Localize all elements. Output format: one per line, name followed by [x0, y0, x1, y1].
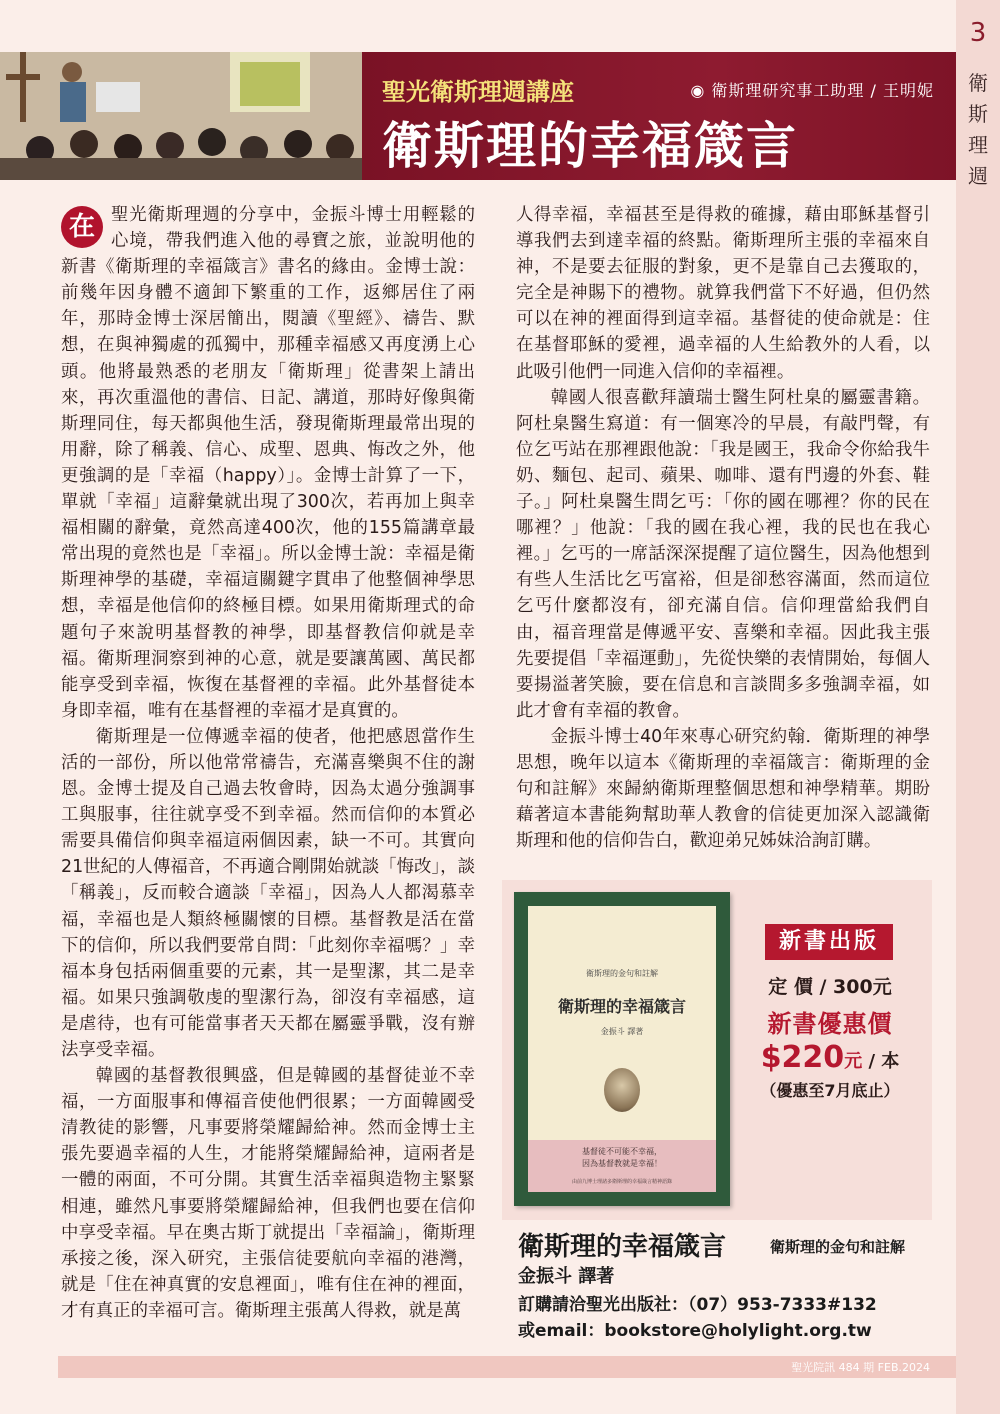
- author-line: ◉ 衛斯理研究事工助理 / 王明妮: [690, 81, 934, 100]
- wesley-portrait: [604, 1068, 640, 1112]
- new-book-badge: 新書出版: [765, 924, 893, 960]
- book-cover-note: 由前九博士理諸多衛斯理的幸福箴言精神語錄: [571, 1179, 672, 1185]
- title-banner: [362, 52, 956, 180]
- footer-bar: [58, 1356, 956, 1378]
- section-label-char: 理: [968, 133, 988, 157]
- drop-cap: 在: [61, 206, 103, 248]
- article-column-right: [516, 202, 930, 854]
- issue-info: 聖光院訊 484 期 FEB.2024: [791, 1361, 930, 1374]
- promo-label: 新書優惠價: [767, 1010, 893, 1038]
- lecture-photo-illustration: [0, 52, 362, 180]
- ad-book-author: 金振斗 譯著: [518, 1266, 615, 1287]
- page-number: 3: [969, 18, 987, 48]
- ad-book-title: 衛斯理的幸福箴言: [518, 1232, 727, 1262]
- article-paragraph: 韓國人很喜歡拜讀瑞士醫生阿杜臬的屬靈書籍。阿杜臬醫生寫道：有一個寒冷的早晨，有敲門聲，有位乞丐站在那裡跟他說：「我是國王，我命令你給我牛奶、麵包、起司、蘋果、咖啡、還有門邊的外套、鞋子。」阿杜臬醫生問乞丐：「你的國在哪裡？你的民在哪裡？」他說：「我的國在我心裡，我的民也在我心裡。」乞丐的一席話深深提醒了這位醫生，因為他想到有些人生活比乞丐富裕，但是卻愁容滿面，然而這位乞丐什麼都沒有，卻充滿自信。信仰理當給我們自由，福音理當是傳遞平安、喜樂和幸福。因此我主張先要提倡「幸福運動」，先從快樂的表情開始，每個人要揚溢著笑臉，要在信息和言談間多多強調幸福，如此才會有幸福的教會。: [516, 387, 930, 721]
- article-paragraph: 金振斗博士40年來專心研究約翰．衛斯理的神學思想，晚年以這本《衛斯理的幸福箴言：衛斯理的金句和註解》來歸納衛斯理整個思想和神學精華。期盼藉著這本書能夠幫助華人教會的信徒更加深入認識衛斯理和他的信仰告白，歡迎弟兄姊妹洽詢訂購。: [516, 726, 930, 852]
- book-cover-tagline: 基督徒不可能不幸福， 因為基督教就是幸福！: [582, 1147, 662, 1168]
- article-paragraph: 韓國的基督教很興盛，但是韓國的基督徒並不幸福，一方面服事和傳福音使他們很累；一方面韓國受清教徒的影響，凡事要將榮耀歸給神。然而金博士主張先要過幸福的人生，才能將榮耀歸給神，這兩者是一體的兩面，不可分開。其實生活幸福與造物主緊緊相連，雖然凡事要將榮耀歸給神，但我們也要在信仰中享受幸福。早在奧古斯丁就提出「幸福論」，衛斯理承接之後，深入研究，主張信徒要航向幸福的港灣，就是「住在神真實的安息裡面」，唯有住在神的裡面，才有真正的幸福可言。衛斯理主張萬人得救，就是萬: [61, 1066, 475, 1321]
- section-label-char: 斯: [968, 102, 988, 126]
- list-price: 定 價 / 300元: [768, 976, 892, 998]
- article-paragraph: 人得幸福，幸福甚至是得救的確據，藉由耶穌基督引導我們去到達幸福的終點。衛斯理所主張的幸福來自神，不是要去征服的對象，更不是靠自己去獲取的，完全是神賜下的禮物。就算我們當下不好過，但仍然可以在神的裡面得到這幸福。基督徒的使命就是：住在基督耶穌的愛裡，過幸福的人生給教外的人看，以此吸引他們一同進入信仰的幸福裡。: [516, 205, 930, 382]
- side-bar: [956, 0, 1000, 1414]
- lecture-photo: [0, 52, 362, 180]
- section-label: [956, 68, 1000, 192]
- book-cover-title: 衛斯理的幸福箴言: [557, 997, 686, 1016]
- book-cover: [514, 892, 730, 1206]
- ad-book-subtitle: 衛斯理的金句和註解: [770, 1238, 906, 1256]
- order-phone: 訂購請洽聖光出版社：（07）953-7333#132: [518, 1295, 877, 1315]
- article-paragraph: 在 聖光衛斯理週的分享中，金振斗博士用輕鬆的心境，帶我們進入他的尋寶之旅，並說明他的新書《衛斯理的幸福箴言》書名的緣由。金博士說：前幾年因身體不適卸下繁重的工作，返鄉居住了兩年，那時金博士深居簡出，閱讀《聖經》、禱告、默想，在與神獨處的孤獨中，那種幸福感又再度湧上心頭。他將最熟悉的老朋友「衛斯理」從書架上請出來，再次重溫他的書信、日記、講道，那時好像與衛斯理同住，每天都與他生活，發現衛斯理最常出現的用辭，除了稱義、信心、成聖、恩典、悔改之外，他更強調的是「幸福（happy）」。金博士計算了一下，單就「幸福」這辭彙就出現了300次，若再加上與幸福相關的辭彙，竟然高達400次，他的155篇講章最常出現的竟然也是「幸福」。所以金博士說：幸福是衛斯理神學的基礎，幸福這關鍵字貫串了他整個神學思想，幸福是他信仰的終極目標。如果用衛斯理式的命題句子來說明基督教的神學，即基督教信仰就是幸福。衛斯理洞察到神的心意，就是要讓萬國、萬民都能享受到幸福，恢復在基督裡的幸福。此外基督徒本身即幸福，唯有在基督裡的幸福才是真實的。: [61, 205, 475, 721]
- book-cover-author: 金振斗 譯著: [600, 1027, 644, 1036]
- book-cover-subtitle: 衛斯理的金句和註解: [586, 969, 658, 978]
- book-cover-band: [528, 1140, 716, 1192]
- article-column-left: [61, 202, 475, 1324]
- header: [0, 52, 956, 180]
- promo-note: （優惠至7月底止）: [760, 1081, 900, 1100]
- order-email[interactable]: 或email：bookstore@holylight.org.tw: [518, 1321, 872, 1341]
- book-cover-inner: [528, 906, 716, 1192]
- section-label-char: 週: [968, 164, 988, 188]
- article-paragraph: 衛斯理是一位傳遞幸福的使者，他把感恩當作生活的一部份，所以他常常禱告，充滿喜樂與不住的謝恩。金博士提及自己過去牧會時，因為太過分強調事工與服事，往往就享受不到幸福。然而信仰的本質必需要具備信仰與幸福這兩個因素，缺一不可。其實向21世紀的人傳福音，不再適合剛開始就談「悔改」，談「稱義」，反而較合適談「幸福」，因為人人都渴慕幸福，幸福也是人類終極關懷的目標。基督教是活在當下的信仰，所以我們要常自問：「此刻你幸福嗎？」幸福本身包括兩個重要的元素，其一是聖潔，其二是幸福。如果只強調敬虔的聖潔行為，卻沒有幸福感，這是虐待，也有可能當事者天天都在屬靈爭戰，沒有辦法享受幸福。: [61, 726, 475, 1060]
- series-title: 聖光衛斯理週講座: [382, 78, 574, 106]
- article-title: 衛斯理的幸福箴言: [382, 116, 798, 175]
- promo-price: $220元 / 本: [760, 1040, 900, 1075]
- section-label-char: 衛: [968, 71, 988, 95]
